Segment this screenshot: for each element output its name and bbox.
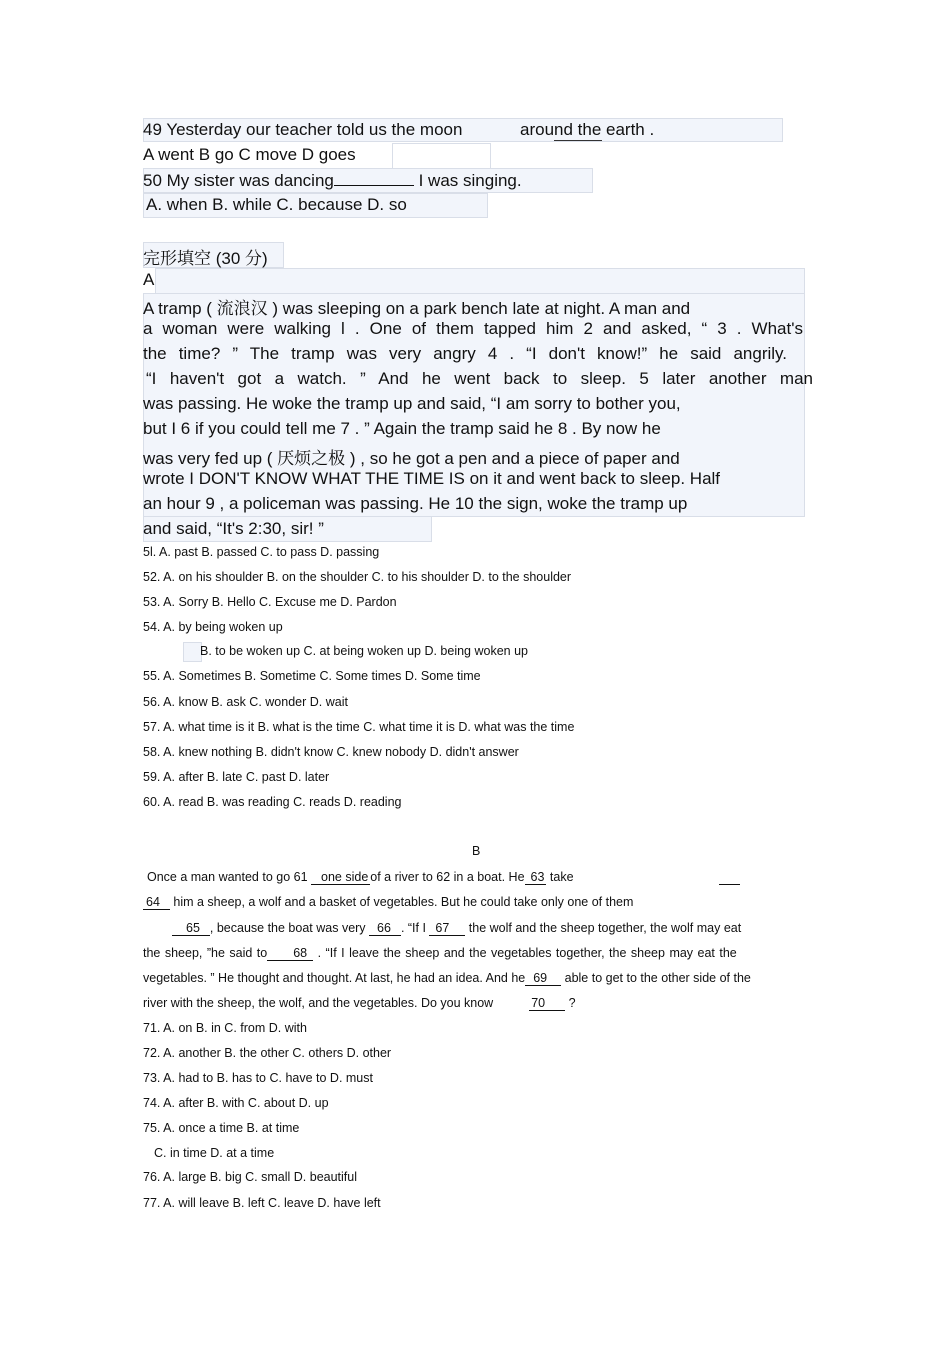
passage-b-text: . “If I <box>400 921 430 935</box>
question-50 <box>143 170 522 191</box>
passage-b-blank: 64 <box>143 895 170 910</box>
passage-b-blank: 69 <box>525 971 561 986</box>
passage-b-blank: 66 <box>369 921 401 936</box>
section-label-b: B <box>472 844 481 858</box>
passage-a-line: but I 6 if you could tell me 7 . ” Again the tramp said he 8 . By now he <box>143 419 661 438</box>
section-heading: 完形填空 (30 分) <box>143 249 268 268</box>
passage-b-blank: 63 <box>525 870 547 885</box>
option-line: 59. A. after B. late C. past D. later <box>143 770 330 784</box>
question-49-text: 49 Yesterday our teacher told us the moon <box>143 120 463 139</box>
option-line: 54. A. by being woken up <box>143 620 283 634</box>
passage-a-line: wrote I DON'T KNOW WHAT THE TIME IS on it and went back to sleep. Half <box>143 469 721 488</box>
question-49-tail-text: around the earth . <box>520 120 655 139</box>
question-50-text: 50 My sister was dancing <box>143 171 334 190</box>
passage-b-blank: 67 <box>429 921 465 936</box>
option-line: 71. A. on B. in C. from D. with <box>143 1021 307 1035</box>
passage-a-line: was very fed up ( 厌烦之极 ) , so he got a pen and a piece of paper and <box>143 449 680 468</box>
passage-b-text: ? <box>565 996 576 1010</box>
option-line: 52. A. on his shoulder B. on the shoulder C. to his shoulder D. to the shoulder <box>143 570 572 584</box>
passage-b-text: of a river to 62 in a boat. He <box>370 870 525 884</box>
passage-a-line: was passing. He woke the tramp up and said, “I am sorry to bother you, <box>143 394 681 413</box>
option-line: 76. A. large B. big C. small D. beautiful <box>143 1170 357 1184</box>
passage-b-text: able to get to the other side of the <box>561 971 751 985</box>
option-line: 57. A. what time is it B. what is the time C. what time it is D. what was the time <box>143 720 575 734</box>
passage-b-blank: 68 <box>267 946 313 961</box>
passage-b-line-5 <box>143 971 751 986</box>
highlight-box <box>155 268 805 296</box>
question-49-options: A went B go C move D goes <box>143 145 356 164</box>
passage-b-text: him a sheep, a wolf and a basket of vegetables. But he could take only one of them <box>169 895 634 909</box>
option-line: B. to be woken up C. at being woken up D. being woken up <box>200 644 528 658</box>
passage-b-text: the wolf and the sheep together, the wolf may eat <box>465 921 742 935</box>
passage-b-text: river with the sheep, the wolf, and the vegetables. Do you know <box>143 996 494 1010</box>
option-line: 74. A. after B. with C. about D. up <box>143 1096 329 1110</box>
option-line: 72. A. another B. the other C. others D. other <box>143 1046 392 1060</box>
option-line: 58. A. knew nothing B. didn't know C. knew nobody D. didn't answer <box>143 745 519 759</box>
question-50-options: A. when B. while C. because D. so <box>146 195 407 214</box>
option-line: C. in time D. at a time <box>154 1146 275 1160</box>
question-49-underline <box>554 140 602 141</box>
passage-b-text: . “If I leave the sheep and the vegetables together, the sheep may eat the <box>313 946 737 960</box>
passage-b-line-1 <box>147 870 574 885</box>
passage-a-line: a woman were walking l . One of them tapped him 2 and asked, “ 3 . What's <box>143 319 803 338</box>
option-line: 55. A. Sometimes B. Sometime C. Some times D. Some time <box>143 669 481 683</box>
question-49 <box>143 120 462 140</box>
section-label-a: A <box>143 270 155 289</box>
passage-b-blank-line <box>719 884 740 885</box>
passage-b-blank: one side <box>311 870 370 885</box>
option-line: 5l. A. past B. passed C. to pass D. passing <box>143 545 380 559</box>
option-line: 56. A. know B. ask C. wonder D. wait <box>143 695 348 709</box>
option-line: 73. A. had to B. has to C. have to D. must <box>143 1071 373 1085</box>
option-line: 53. A. Sorry B. Hello C. Excuse me D. Pardon <box>143 595 397 609</box>
passage-b-line-3 <box>172 921 741 936</box>
passage-a-line: the time? ” The tramp was very angry 4 . “I don't know!” he said angrily. <box>143 344 787 363</box>
passage-b-text: take <box>546 870 574 884</box>
passage-b-blank: 65 <box>172 921 210 936</box>
passage-b-blank: 70 <box>529 996 565 1011</box>
passage-b-text: , because the boat was very <box>209 921 370 935</box>
passage-b-text: vegetables. ” He thought and thought. At last, he had an idea. And he <box>143 971 526 985</box>
passage-a-line: and said, “It's 2:30, sir! ” <box>143 519 324 538</box>
passage-a-line: “I haven't got a watch. ” And he went back to sleep. 5 later another man <box>146 369 813 388</box>
option-line: 60. A. read B. was reading C. reads D. reading <box>143 795 402 809</box>
passage-b-line-4 <box>143 946 737 961</box>
question-50-blank <box>334 170 414 186</box>
passage-b-text: the sheep, ”he said to <box>143 946 268 960</box>
passage-b-line-6 <box>143 996 576 1011</box>
highlight-box <box>392 143 491 169</box>
passage-a-line: A tramp ( 流浪汉 ) was sleeping on a park bench late at night. A man and <box>143 299 691 318</box>
passage-b-line-2 <box>143 895 633 910</box>
question-50-tail: I was singing. <box>418 171 522 190</box>
question-49-tail <box>520 120 654 140</box>
option-line: 77. A. will leave B. left C. leave D. have left <box>143 1196 381 1210</box>
passage-a-line: an hour 9 , a policeman was passing. He 10 the sign, woke the tramp up <box>143 494 688 513</box>
option-line: 75. A. once a time B. at time <box>143 1121 300 1135</box>
passage-b-text: Once a man wanted to go 61 <box>147 870 308 884</box>
